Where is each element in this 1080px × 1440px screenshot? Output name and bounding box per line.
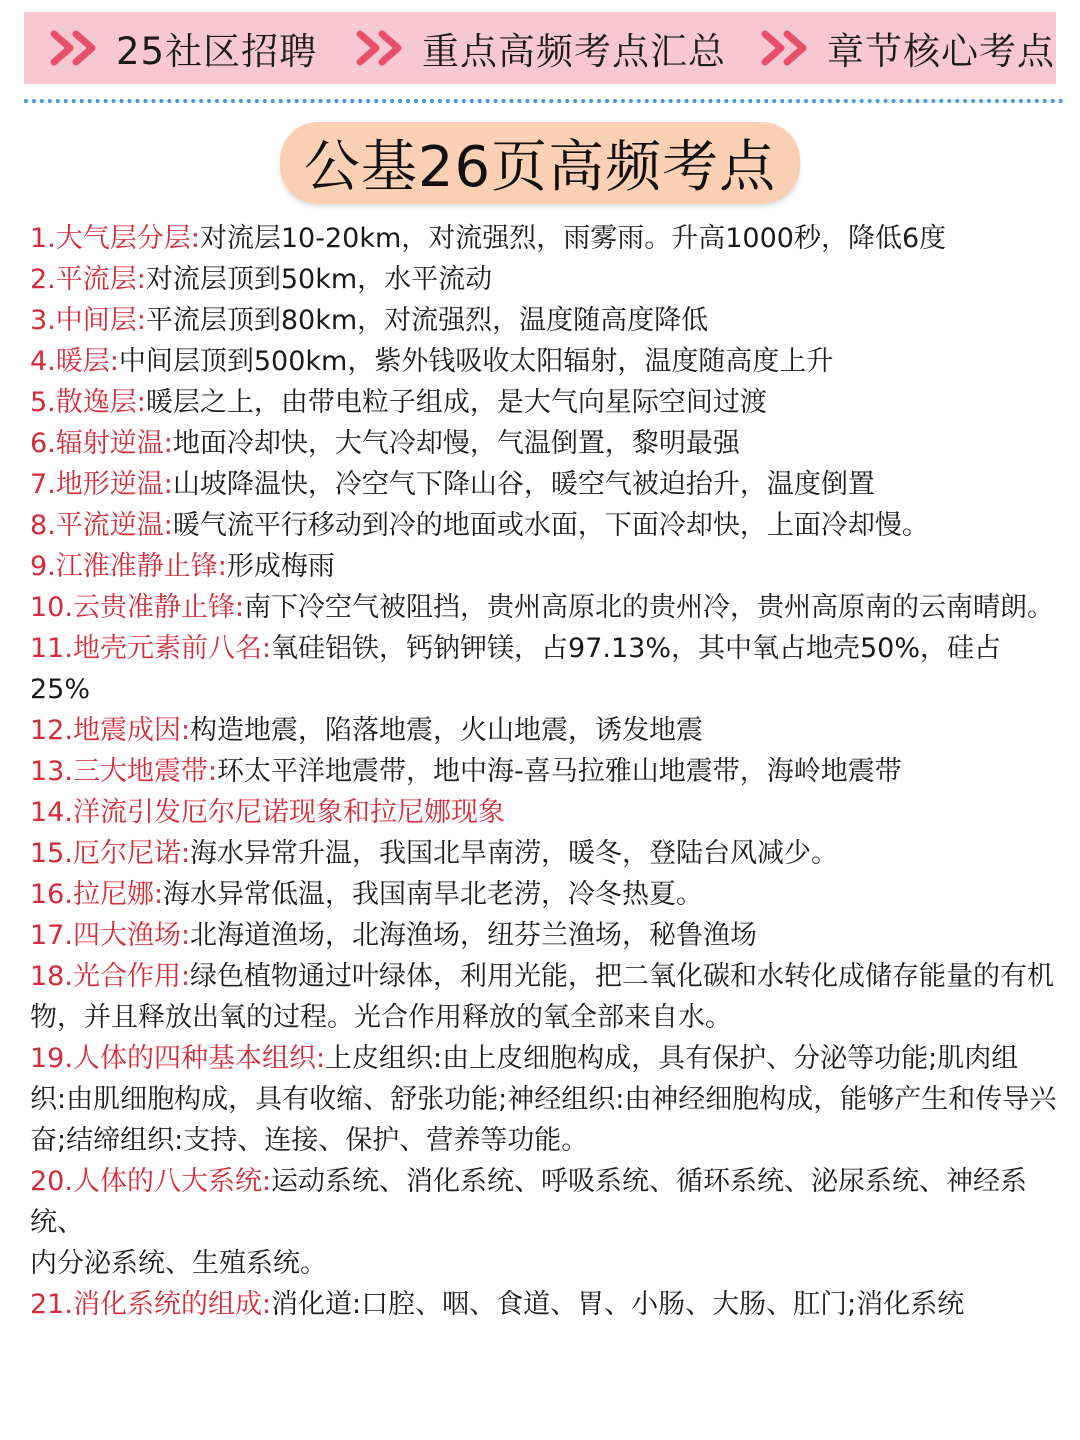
item-heading: 7.地形逆温: — [30, 469, 173, 500]
banner-segment-1 — [48, 12, 317, 84]
item-heading: 13.三大地震带: — [30, 756, 218, 787]
list-item — [30, 1161, 1060, 1243]
list-item — [30, 300, 1060, 341]
list-item — [30, 1284, 1060, 1325]
double-chevron-right-icon — [354, 28, 416, 68]
dotted-divider — [24, 99, 1064, 103]
item-heading: 1.大气层分层: — [30, 223, 200, 254]
item-body: 海水异常升温，我国北旱南涝，暖冬，登陆台风减少。 — [190, 838, 839, 869]
list-item — [30, 423, 1060, 464]
item-body: 环太平洋地震带，地中海-喜马拉雅山地震带，海岭地震带 — [217, 756, 902, 787]
item-body: 平流层顶到80km，对流强烈，温度随高度降低 — [145, 305, 709, 336]
item-body: 对流层10-20km，对流强烈，雨雾雨。升高1000秒，降低6度 — [199, 223, 947, 254]
item-body: 北海道渔场，北海渔场，纽芬兰渔场，秘鲁渔场 — [190, 920, 758, 951]
item-heading: 14.洋流引发厄尔尼诺现象和拉尼娜现象 — [30, 797, 505, 828]
item-body: 形成梅雨 — [226, 551, 335, 582]
item-heading: 18.光合作用: — [30, 961, 191, 992]
item-body: 中间层顶到500km，紫外钱吸收太阳辐射，温度随高度上升 — [118, 346, 834, 377]
item-heading: 12.地震成因: — [30, 715, 191, 746]
banner-segment-3 — [759, 12, 1055, 84]
banner-text: 重点高频考点汇总 — [422, 30, 726, 73]
list-item — [30, 833, 1060, 874]
item-heading: 11.地壳元素前八名: — [30, 633, 272, 664]
double-chevron-right-icon — [759, 28, 821, 68]
list-item — [30, 341, 1060, 382]
item-heading: 9.江淮准静止锋: — [30, 551, 227, 582]
item-heading: 8.平流逆温: — [30, 510, 173, 541]
item-heading: 19.人体的四种基本组织: — [30, 1043, 326, 1074]
list-item — [30, 956, 1060, 997]
list-item — [30, 259, 1060, 300]
item-body: 消化道:口腔、咽、食道、胃、小肠、大肠、肛门;消化系统 — [271, 1289, 965, 1320]
item-body: 南下冷空气被阻挡，贵州高原北的贵州冷，贵州高原南的云南晴朗。 — [244, 592, 1055, 623]
list-item — [30, 792, 1060, 833]
item-heading: 6.辐射逆温: — [30, 428, 173, 459]
item-heading: 16.拉尼娜: — [30, 879, 164, 910]
title-wrap — [0, 122, 1080, 204]
content-list — [30, 218, 1060, 1325]
item-body: 构造地震，陷落地震，火山地震，诱发地震 — [190, 715, 704, 746]
item-body: 地面冷却快，大气冷却慢，气温倒置，黎明最强 — [172, 428, 740, 459]
item-heading: 21.消化系统的组成: — [30, 1289, 272, 1320]
list-item-continuation: 内分泌系统、生殖系统。 — [30, 1248, 327, 1279]
item-body: 海水异常低温，我国南旱北老涝，冷冬热夏。 — [163, 879, 704, 910]
item-heading: 5.散逸层: — [30, 387, 146, 418]
list-item — [30, 1038, 1060, 1079]
list-item — [30, 874, 1060, 915]
item-heading: 2.平流层: — [30, 264, 146, 295]
item-heading: 10.云贵准静止锋: — [30, 592, 245, 623]
list-item — [30, 464, 1060, 505]
list-item — [30, 218, 1060, 259]
banner-segment-2 — [354, 12, 726, 84]
list-item — [30, 751, 1060, 792]
list-item — [30, 710, 1060, 751]
top-banner — [24, 12, 1056, 84]
list-item-continuation: 织:由肌细胞构成，具有收缩、舒张功能;神经组织:由神经细胞构成，能够产生和传导兴奋;结缔组织:支持、连接、保护、营养等功能。 — [30, 1084, 1057, 1156]
item-body: 绿色植物通过叶绿体，利用光能，把二氧化碳和水转化成储存能量的有机 — [190, 961, 1055, 992]
item-body: 山坡降温快，冷空气下降山谷，暖空气被迫抬升，温度倒置 — [172, 469, 875, 500]
page-title: 公基26页高频考点 — [303, 135, 777, 200]
banner-text: 25社区招聘 — [116, 30, 318, 73]
list-item-continuation: 物，并且释放出氧的过程。光合作用释放的氧全部来自水。 — [30, 1002, 732, 1033]
item-heading: 17.四大渔场: — [30, 920, 191, 951]
item-heading: 4.暖层: — [30, 346, 119, 377]
list-item — [30, 915, 1060, 956]
item-body: 暖气流平行移动到冷的地面或水面，下面冷却快，上面冷却慢。 — [172, 510, 929, 541]
double-chevron-right-icon — [48, 28, 110, 68]
item-heading: 20.人体的八大系统: — [30, 1166, 272, 1197]
title-pill — [280, 122, 800, 204]
list-item — [30, 628, 1060, 710]
item-body: 上皮组织:由上皮细胞构成，具有保护、分泌等功能;肌肉组 — [325, 1043, 1019, 1074]
item-body: 氧硅铝铁，钙钠钾镁，占97.13%，其中氧占地壳50%，硅占25% — [30, 633, 1002, 705]
list-item — [30, 587, 1060, 628]
item-heading: 15.厄尔尼诺: — [30, 838, 191, 869]
list-item — [30, 546, 1060, 587]
banner-text: 章节核心考点 — [827, 30, 1055, 73]
item-heading: 3.中间层: — [30, 305, 146, 336]
item-body: 对流层顶到50km，水平流动 — [145, 264, 493, 295]
item-body: 暖层之上，由带电粒子组成，是大气向星际空间过渡 — [145, 387, 767, 418]
list-item — [30, 505, 1060, 546]
list-item — [30, 382, 1060, 423]
item-body: 运动系统、消化系统、呼吸系统、循环系统、泌尿系统、神经系统、 — [30, 1166, 1028, 1238]
